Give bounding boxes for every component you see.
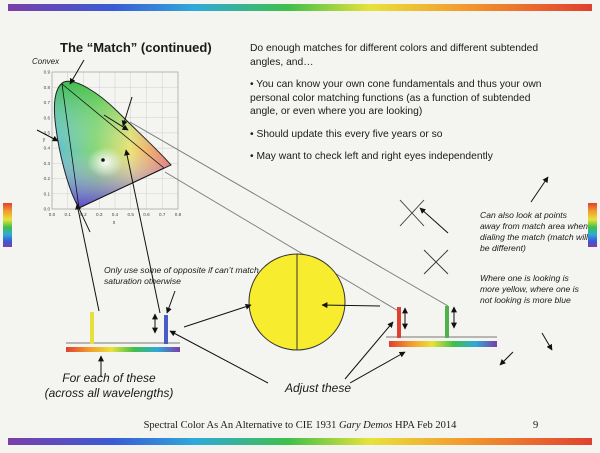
arrow-yellow-to-chart bbox=[77, 204, 99, 311]
footer-suffix: HPA Feb 2014 bbox=[392, 420, 457, 431]
y-tick-3: 0.6 bbox=[43, 115, 50, 121]
arrow-opposite-note bbox=[167, 291, 175, 313]
note-look-points: Can also look at points away from match area when dialing the match (match will be different) bbox=[480, 210, 588, 253]
arrow-down-right bbox=[542, 333, 552, 350]
white-point bbox=[101, 158, 105, 162]
yellow-stimulus-bar bbox=[90, 312, 94, 344]
x-tick-6: 0.6 bbox=[143, 212, 150, 217]
x-tick-4: 0.4 bbox=[111, 212, 119, 217]
page-number: 9 bbox=[533, 420, 539, 431]
arrow-down-left bbox=[500, 352, 513, 365]
arrow-up-right bbox=[531, 177, 548, 202]
chart-label: Convex bbox=[32, 57, 60, 66]
x-axis-label: x bbox=[112, 220, 116, 226]
footer-prefix: Spectral Color As An Alternative to CIE 1931 bbox=[143, 420, 339, 431]
y-tick-7: 0.2 bbox=[43, 176, 50, 182]
arrow-to-look-point bbox=[420, 208, 448, 233]
bullet-cone-fundamentals: • You can know your own cone fundamentals and thus your own personal color matching functions (as a function of subtended angle, or even where you are looking) bbox=[250, 79, 542, 117]
y-tick-0: 0.9 bbox=[43, 69, 50, 75]
x-tick-7: 0.7 bbox=[159, 212, 166, 217]
x-tick-3: 0.3 bbox=[96, 212, 103, 217]
arrow-left-to-circle bbox=[184, 305, 251, 327]
caption-adjust: Adjust these bbox=[284, 381, 352, 395]
y-tick-1: 0.8 bbox=[43, 84, 50, 90]
caption-wavelengths-line2: (across all wavelengths) bbox=[44, 386, 174, 400]
green-stimulus-bar bbox=[445, 306, 449, 338]
y-tick-4: 0.5 bbox=[43, 130, 50, 136]
left-match-panel bbox=[66, 291, 180, 377]
y-axis-label: y bbox=[42, 137, 46, 143]
y-tick-2: 0.7 bbox=[43, 100, 50, 106]
right-match-panel bbox=[386, 306, 497, 347]
left-spectrum-strip bbox=[66, 347, 180, 352]
white-point-glow bbox=[82, 136, 134, 180]
x-tick-0: 0.0 bbox=[48, 212, 56, 217]
footer-author: Gary Demos bbox=[338, 420, 393, 431]
note-opposite: Only use some of opposite if can’t match saturation otherwise bbox=[104, 265, 259, 286]
x-tick-labels bbox=[49, 212, 182, 217]
arrow-adjust-right-2 bbox=[345, 322, 393, 379]
chromaticity-chart bbox=[43, 70, 182, 226]
arrow-adjust-left bbox=[170, 331, 268, 383]
x-tick-2: 0.2 bbox=[80, 212, 87, 217]
intro-text: Do enough matches for different colors and different subtended angles, and… bbox=[250, 43, 539, 68]
slide-title: The “Match” (continued) bbox=[60, 40, 212, 55]
note-yellow-blue: Where one is looking is more yellow, where one is not looking is more blue bbox=[480, 273, 579, 305]
x-tick-5: 0.5 bbox=[127, 212, 134, 217]
caption-wavelengths-line1: For each of these bbox=[62, 371, 156, 385]
red-stimulus-bar bbox=[397, 307, 401, 338]
y-tick-8: 0.1 bbox=[43, 191, 50, 197]
y-tick-5: 0.4 bbox=[43, 145, 50, 151]
blue-stimulus-bar bbox=[164, 315, 168, 344]
x-tick-8: 0.8 bbox=[174, 212, 182, 217]
right-spectrum-strip bbox=[389, 341, 497, 347]
x-tick-1: 0.1 bbox=[64, 212, 71, 217]
y-tick-6: 0.3 bbox=[43, 160, 50, 166]
bullet-update: • Should update this every five years or so bbox=[250, 128, 443, 140]
arrow-adjust-right bbox=[350, 352, 405, 383]
y-tick-9: 0.0 bbox=[43, 206, 50, 212]
bullet-eyes: • May want to check left and right eyes independently bbox=[250, 151, 493, 162]
